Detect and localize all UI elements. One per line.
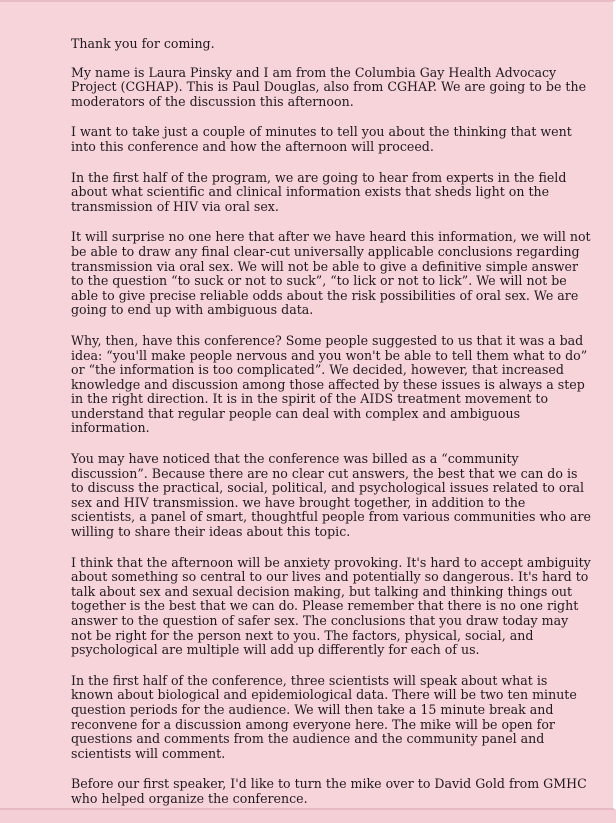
paragraph-no-conclusions: It will surprise no one here that after we have heard this information, we will not be able to draw any final clear-cut universally applicable conclusions regarding transmission via oral sex. We will not be able to give a definitive simple answer to the question “to suck or not to suck”, “to lick or not to lick”. We will not be able to give precise reliable odds about the risk possibilities of oral sex. We are going to end up with ambiguous data. xyxy=(71,229,591,318)
paragraph-purpose: I want to take just a couple of minutes to tell you about the thinking that went into this conference and how the afternoon will proceed. xyxy=(71,124,572,154)
paragraph-closing: Before our first speaker, I'd like to turn the mike over to David Gold from GMHC who helped organize the conference. xyxy=(71,776,587,806)
document-body xyxy=(71,37,591,823)
paragraph-schedule: In the first half of the conference, three scientists will speak about what is known about biological and epidemiological data. There will be two ten minute question periods for the audience. We will then take a 15 minute break and reconvene for a discussion among everyone here. The mike will be open for questions and comments from the audience and the community panel and scientists will comment. xyxy=(71,672,577,761)
paragraph-greeting: Thank you for coming. xyxy=(71,36,215,51)
paragraph-anxiety: I think that the afternoon will be anxiety provoking. It's hard to accept ambiguity about something so central to our lives and potentially so dangerous. It's hard to talk about sex and sexual decision making, but talking and thinking things out together is the best that we can do. Please remember that there is no one right answer to the question of safer sex. The conclusions that you draw today may not be right for the person next to you. The factors, physical, social, and psychological are multiple will add up differently for each of us. xyxy=(71,554,591,658)
paragraph-community-discussion: You may have noticed that the conference was billed as a “community discussion”. Because there are no clear cut answers, the best that we can do is to discuss the practical, social, political, and psychological issues related to oral sex and HIV transmission. we have brought together, in addition to the scientists, a panel of smart, thoughtful people from various communities who are willing to share their ideas about this topic. xyxy=(71,451,591,540)
paragraph-introduction: My name is Laura Pinsky and I am from the Columbia Gay Health Advocacy Project (CGHAP). This is Paul Douglas, also from CGHAP. We are going to be the moderators of the discussion this afternoon. xyxy=(71,64,587,109)
paragraph-program-first-half: In the first half of the program, we are going to hear from experts in the field about what scientific and clinical information exists that sheds light on the transmission of HIV via oral sex. xyxy=(71,169,567,214)
paragraph-why-conference: Why, then, have this conference? Some people suggested to us that it was a bad idea: “you'll make people nervous and you won't be able to tell them what to do” or “the information is too complicated”. We decided, however, that increased knowledge and discussion among those affected by these issues is always a step in the right direction. It is in the spirit of the AIDS treatment movement to understand that regular people can deal with complex and ambiguous information. xyxy=(71,332,588,436)
